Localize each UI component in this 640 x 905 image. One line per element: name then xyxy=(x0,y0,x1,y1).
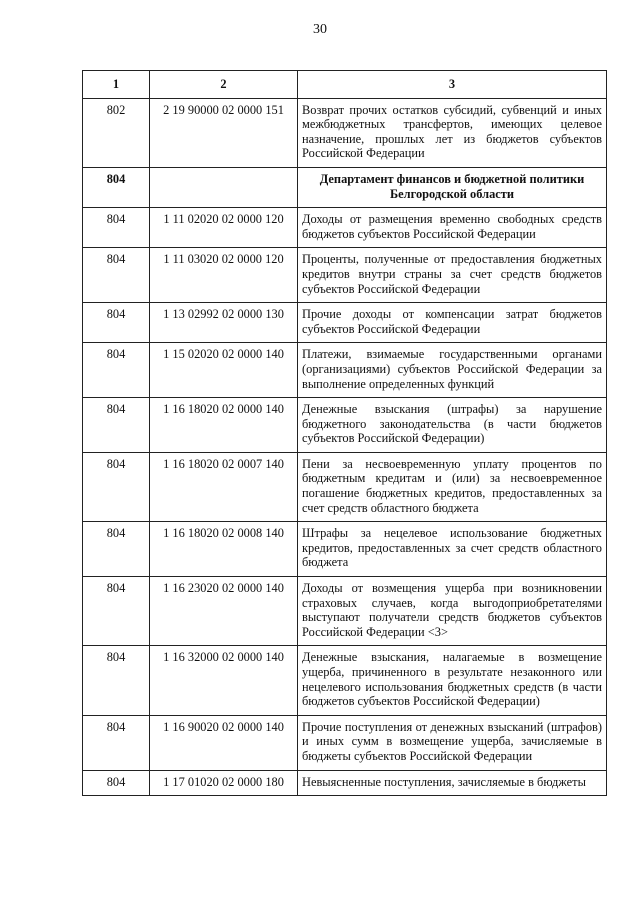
table-row xyxy=(83,452,607,521)
budget-code-cell: 1 16 90020 02 0000 140 xyxy=(150,715,298,770)
admin-code-cell: 804 xyxy=(83,577,150,646)
budget-classification-table xyxy=(82,70,607,796)
budget-code-cell: 1 16 23020 02 0000 140 xyxy=(150,577,298,646)
table-header-row xyxy=(83,71,607,99)
admin-code-cell: 804 xyxy=(83,452,150,521)
admin-code-cell: 804 xyxy=(83,248,150,303)
column-header: 3 xyxy=(298,71,607,99)
budget-code-cell: 1 11 02020 02 0000 120 xyxy=(150,208,298,248)
admin-code-cell: 804 xyxy=(83,303,150,343)
description-cell: Денежные взыскания, налагаемые в возмещение ущерба, причиненного в результате незаконного или нецелевого использования бюджетных средств (в части бюджетов субъектов Российской Федерации) xyxy=(298,646,607,715)
column-header: 1 xyxy=(83,71,150,99)
description-cell: Невыясненные поступления, зачисляемые в бюджеты xyxy=(298,770,607,796)
admin-code-cell: 804 xyxy=(83,167,150,207)
budget-code-cell: 1 11 03020 02 0000 120 xyxy=(150,248,298,303)
description-cell: Доходы от возмещения ущерба при возникновении страховых случаев, когда выгодоприобретателями выступают получатели средств бюджетов субъектов Российской Федерации <3> xyxy=(298,577,607,646)
table-row xyxy=(83,398,607,453)
admin-code-cell: 804 xyxy=(83,208,150,248)
admin-code-cell: 804 xyxy=(83,398,150,453)
budget-code-cell: 1 16 18020 02 0007 140 xyxy=(150,452,298,521)
description-cell: Платежи, взимаемые государственными органами (организациями) субъектов Российской Федерации за выполнение определенных функций xyxy=(298,343,607,398)
description-cell: Проценты, полученные от предоставления бюджетных кредитов внутри страны за счет средств бюджетов субъектов Российской Федерации xyxy=(298,248,607,303)
description-cell: Прочие доходы от компенсации затрат бюджетов субъектов Российской Федерации xyxy=(298,303,607,343)
table-row xyxy=(83,577,607,646)
description-cell: Возврат прочих остатков субсидий, субвенций и иных межбюджетных трансфертов, имеющих целевое назначение, прошлых лет из бюджетов субъектов Российской Федерации xyxy=(298,98,607,167)
description-cell: Штрафы за нецелевое использование бюджетных кредитов, предоставленных за счет средств областного бюджета xyxy=(298,522,607,577)
admin-code-cell: 804 xyxy=(83,522,150,577)
table-row xyxy=(83,343,607,398)
table-row xyxy=(83,646,607,715)
admin-code-cell: 804 xyxy=(83,715,150,770)
budget-code-cell: 2 19 90000 02 0000 151 xyxy=(150,98,298,167)
page-number: 30 xyxy=(313,22,327,37)
table-row xyxy=(83,208,607,248)
budget-code-cell: 1 16 32000 02 0000 140 xyxy=(150,646,298,715)
table-row xyxy=(83,715,607,770)
description-cell: Денежные взыскания (штрафы) за нарушение бюджетного законодательства (в части бюджетов субъектов Российской Федерации) xyxy=(298,398,607,453)
budget-code-cell: 1 16 18020 02 0008 140 xyxy=(150,522,298,577)
budget-code-cell: 1 17 01020 02 0000 180 xyxy=(150,770,298,796)
table-row xyxy=(83,303,607,343)
description-cell: Прочие поступления от денежных взысканий (штрафов) и иных сумм в возмещение ущерба, зачисляемые в бюджеты субъектов Российской Федерации xyxy=(298,715,607,770)
table-row xyxy=(83,248,607,303)
admin-code-cell: 804 xyxy=(83,770,150,796)
budget-code-cell: 1 16 18020 02 0000 140 xyxy=(150,398,298,453)
admin-code-cell: 802 xyxy=(83,98,150,167)
budget-code-cell: 1 15 02020 02 0000 140 xyxy=(150,343,298,398)
column-header: 2 xyxy=(150,71,298,99)
budget-code-cell xyxy=(150,167,298,207)
budget-code-cell: 1 13 02992 02 0000 130 xyxy=(150,303,298,343)
description-cell: Доходы от размещения временно свободных средств бюджетов субъектов Российской Федерации xyxy=(298,208,607,248)
admin-code-cell: 804 xyxy=(83,343,150,398)
description-cell: Пени за несвоевременную уплату процентов по бюджетным кредитам и (или) за несвоевременное погашение бюджетных кредитов, предоставленных за счет средств областного бюджета xyxy=(298,452,607,521)
admin-code-cell: 804 xyxy=(83,646,150,715)
table-section-row xyxy=(83,167,607,207)
table-row xyxy=(83,522,607,577)
table-row xyxy=(83,98,607,167)
description-cell: Департамент финансов и бюджетной политики Белгородской области xyxy=(298,167,607,207)
table-row xyxy=(83,770,607,796)
